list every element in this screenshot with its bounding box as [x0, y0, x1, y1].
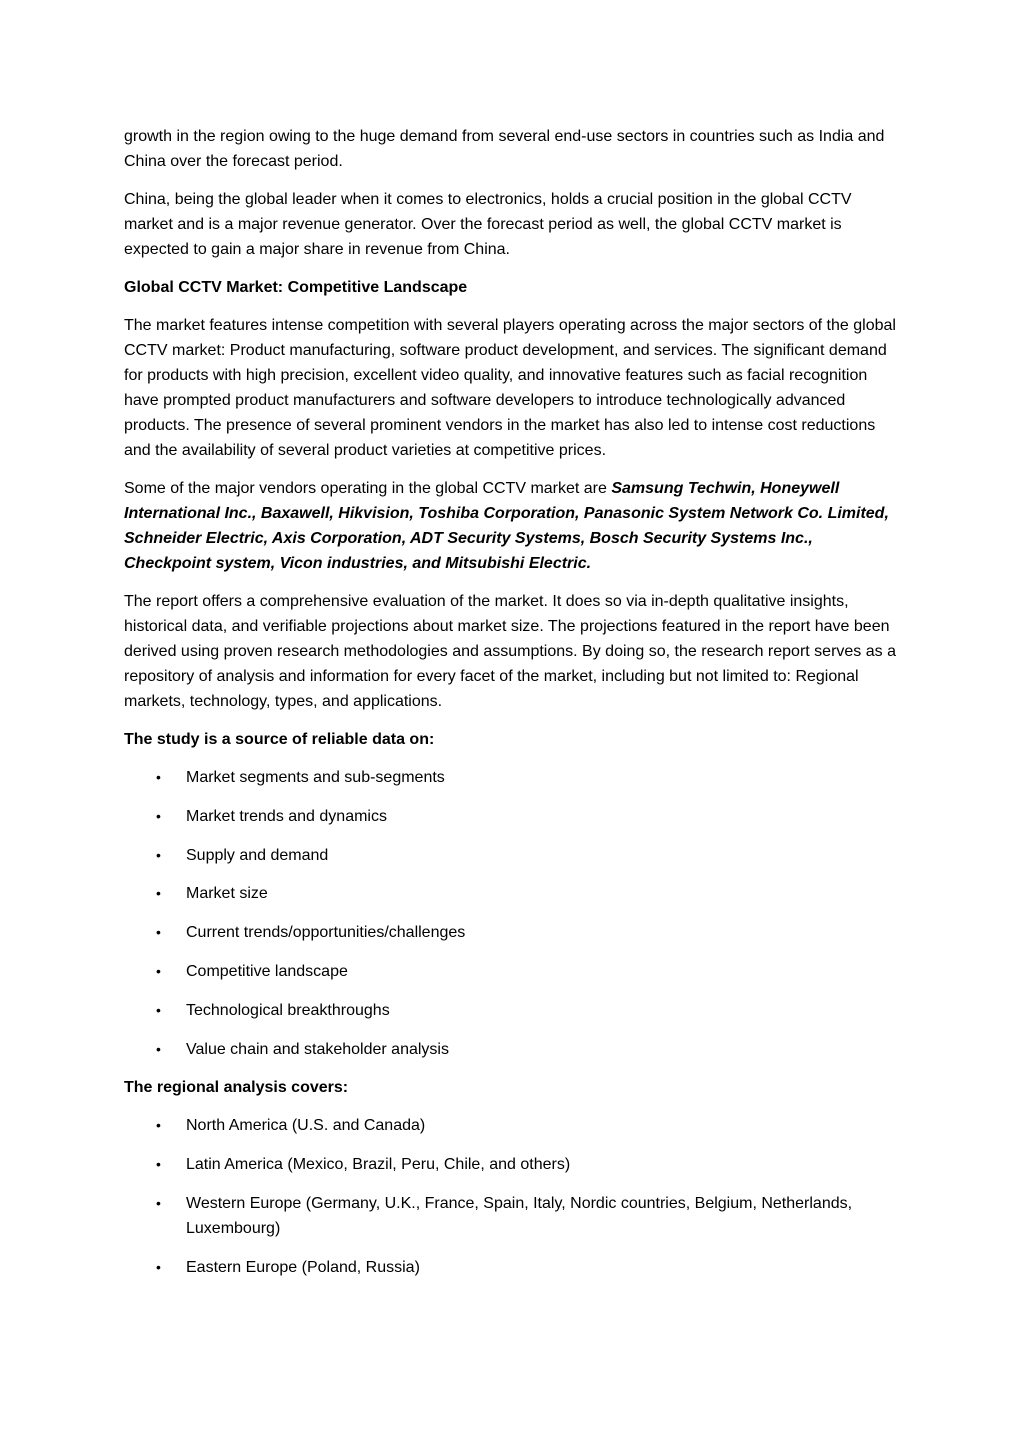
- list-item-text: Market trends and dynamics: [186, 807, 387, 825]
- list-item: [124, 1191, 899, 1241]
- list-item-text: North America (U.S. and Canada): [186, 1117, 426, 1135]
- list-item-text: Eastern Europe (Poland, Russia): [186, 1258, 420, 1276]
- heading-regional: The regional analysis covers:: [124, 1079, 349, 1097]
- heading-competitive-landscape: Global CCTV Market: Competitive Landscape: [124, 279, 468, 296]
- list-item-text: Market size: [186, 885, 268, 903]
- bullet-icon: •: [156, 1194, 161, 1211]
- list-item: [124, 881, 899, 906]
- paragraph-vendors: [124, 476, 899, 576]
- bullet-icon: •: [156, 769, 161, 785]
- bullet-icon: •: [156, 924, 161, 941]
- list-item-text: Technological breakthroughs: [186, 1001, 390, 1019]
- list-item: [124, 765, 899, 790]
- paragraph-china: China, being the global leader when it comes to electronics, holds a crucial position in the global CCTV market and is a major revenue generator. Over the forecast period as well, the global CCTV market is expected to gain a major share in revenue from China.: [124, 191, 852, 258]
- bullet-icon: •: [156, 885, 161, 902]
- list-item: [124, 959, 899, 984]
- list-item-text: Current trends/opportunities/challenges: [186, 924, 466, 942]
- list-item: [124, 1037, 899, 1062]
- bullet-icon: •: [156, 1040, 161, 1057]
- bullet-icon: •: [156, 962, 161, 979]
- paragraph-competition: The market features intense competition with several players operating across the major sectors of the global CCTV market: Product manufacturing, software product development, and services. The significant demand for products with high precision, excellent video quality, and innovative features such as facial recognition have prompted product manufacturers and software developers to introduce technologically advanced products. The presence of several prominent vendors in the market has also led to intense cost reductions and the availability of several product varieties at competitive prices.: [124, 317, 896, 459]
- list-item-text: Market segments and sub-segments: [186, 769, 445, 786]
- bullet-icon: •: [156, 1117, 161, 1134]
- list-item: [124, 998, 899, 1023]
- list-item: [124, 843, 899, 868]
- list-item: [124, 1255, 899, 1280]
- list-item: [124, 1113, 899, 1138]
- paragraph-growth: growth in the region owing to the huge demand from several end-use sectors in countries such as India and China over the forecast period.: [124, 128, 885, 170]
- list-item-text: Supply and demand: [186, 846, 329, 864]
- list-item: [124, 920, 899, 945]
- list-item: [124, 1152, 899, 1177]
- heading-study: The study is a source of reliable data on:: [124, 731, 435, 748]
- list-item: [124, 804, 899, 829]
- list-item-text: Competitive landscape: [186, 962, 348, 980]
- list-item-text: Western Europe (Germany, U.K., France, Spain, Italy, Nordic countries, Belgium, Netherlands, Luxembourg): [186, 1194, 853, 1237]
- bullet-icon: •: [156, 846, 161, 863]
- bullet-icon: •: [156, 1156, 161, 1173]
- bullet-icon: •: [156, 807, 161, 824]
- bullet-icon: •: [156, 1258, 161, 1275]
- document-page: [124, 124, 899, 1294]
- paragraph-report: The report offers a comprehensive evaluation of the market. It does so via in-depth qualitative insights, historical data, and verifiable projections about market size. The projections featured in the report have been derived using proven research methodologies and assumptions. By doing so, the research report serves as a repository of analysis and information for every facet of the market, including but not limited to: Regional markets, technology, types, and applications.: [124, 593, 896, 710]
- regional-list: [124, 1113, 899, 1279]
- vendors-intro: Some of the major vendors operating in the global CCTV market are: [124, 480, 612, 497]
- study-list: [124, 765, 899, 1062]
- list-item-text: Latin America (Mexico, Brazil, Peru, Chile, and others): [186, 1156, 571, 1174]
- bullet-icon: •: [156, 1001, 161, 1018]
- list-item-text: Value chain and stakeholder analysis: [186, 1040, 449, 1058]
- vendors-list: Samsung Techwin, Honeywell International Inc., Baxawell, Hikvision, Toshiba Corporation, Panasonic System Network Co. Limited, Schneider Electric, Axis Corporation, ADT Security Systems, Bosch Security Systems Inc., Checkpoint system, Vicon industries, and Mitsubishi Electric.: [124, 480, 889, 572]
